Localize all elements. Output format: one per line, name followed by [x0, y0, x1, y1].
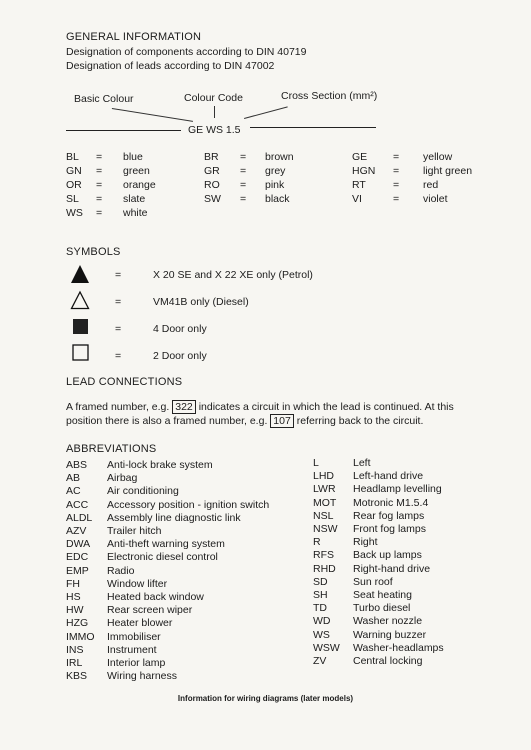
colour-equals: = [393, 193, 400, 205]
colour-name: violet [423, 193, 448, 205]
colour-equals: = [96, 165, 103, 177]
symbol-eq: = [115, 323, 122, 335]
abbrev-text: Airbag [107, 472, 138, 485]
abbrev-code: RFS [313, 549, 334, 562]
abbrev-code: EDC [66, 551, 89, 564]
abbrev-code: DWA [66, 538, 91, 551]
symbol-desc-2door: 2 Door only [153, 350, 207, 362]
abbrev-code: R [313, 536, 321, 549]
symbol-desc-petrol: X 20 SE and X 22 XE only (Petrol) [153, 269, 313, 281]
abbrev-code: IMMO [66, 630, 95, 643]
colour-code: SL [66, 193, 79, 205]
abbrev-text: Trailer hitch [107, 525, 162, 537]
colour-name: yellow [423, 151, 453, 163]
colour-code: SW [204, 193, 221, 205]
colour-code: RO [204, 179, 220, 191]
abbrev-code: ZV [313, 655, 327, 667]
abbrev-code: AZV [66, 525, 87, 537]
colour-name: slate [123, 193, 146, 205]
filled-triangle-icon [70, 264, 90, 284]
lead-text: position there is also a framed number, e.g. [66, 415, 268, 427]
lead-paragraph-line2 [66, 415, 423, 427]
footer-caption: Information for wiring diagrams (later models) [177, 694, 354, 703]
abbrev-text: Back up lamps [353, 549, 422, 562]
general-info-heading: GENERAL INFORMATION [66, 31, 202, 43]
abbrev-text: Interior lamp [107, 657, 166, 669]
abbrev-text: Heater blower [107, 617, 173, 630]
colour-code-label: Colour Code [184, 92, 243, 104]
abbrev-text: Right [353, 536, 378, 549]
abbrev-code: SH [313, 589, 328, 601]
wire-line-right [250, 127, 376, 128]
lead-paragraph-line1 [66, 401, 454, 413]
abbrev-code: NSL [313, 509, 334, 522]
lead-connections-heading: LEAD CONNECTIONS [66, 376, 183, 388]
colour-equals: = [96, 207, 103, 219]
colour-equals: = [240, 193, 247, 205]
colour-equals: = [96, 193, 103, 205]
colour-name: brown [265, 151, 294, 163]
abbrev-text: Sun roof [353, 575, 393, 588]
colour-code: GN [66, 165, 82, 177]
colour-equals: = [393, 179, 400, 191]
abbrev-code: INS [66, 643, 84, 656]
colour-name: orange [123, 179, 156, 191]
abbrev-text: Wiring harness [107, 670, 178, 683]
symbol-eq: = [115, 269, 122, 281]
symbols-heading: SYMBOLS [66, 246, 121, 258]
example-code: GE WS 1.5 [188, 124, 241, 136]
colour-code: GR [204, 165, 220, 177]
colour-name: pink [265, 179, 285, 191]
colour-equals: = [96, 179, 103, 191]
cross-section-label: Cross Section (mm²) [281, 90, 378, 102]
symbol-desc-diesel: VM41B only (Diesel) [153, 296, 249, 308]
abbrev-text: Rear screen wiper [107, 604, 193, 617]
abbrev-code: HS [66, 591, 81, 603]
outline-square-icon [72, 344, 90, 362]
filled-square-icon [72, 318, 90, 336]
wire-line-left [66, 130, 181, 131]
abbrev-text: Right-hand drive [353, 562, 431, 575]
colour-name: black [265, 193, 290, 205]
colour-code: RT [352, 179, 366, 191]
abbrev-code: WD [313, 615, 331, 628]
abbrev-text: Headlamp levelling [353, 483, 442, 496]
basic-colour-leader-line [112, 108, 193, 122]
lead-text: referring back to the circuit. [296, 415, 424, 427]
colour-code: BR [204, 151, 219, 163]
colour-code: BL [66, 151, 79, 163]
din-leads-line: Designation of leads according to DIN 47002 [66, 60, 275, 72]
abbrev-text: Front fog lamps [353, 523, 426, 535]
abbrev-text: Accessory position - ignition switch [107, 498, 270, 511]
colour-equals: = [393, 151, 400, 163]
abbrev-text: Window lifter [107, 577, 168, 590]
abbrev-text: Radio [107, 564, 135, 577]
abbrev-code: LWR [313, 483, 336, 496]
colour-name: green [123, 165, 150, 177]
abbrev-text: Washer nozzle [353, 615, 423, 628]
colour-code: VI [352, 193, 362, 205]
colour-name: white [123, 207, 148, 219]
colour-code: HGN [352, 165, 376, 177]
abbrev-text: Left-hand drive [353, 470, 424, 483]
lead-text: A framed number, e.g. [66, 401, 170, 413]
abbrev-code: ALDL [66, 511, 93, 524]
abbrev-code: LHD [313, 470, 335, 483]
abbrev-code: WSW [313, 641, 340, 654]
colour-code: OR [66, 179, 82, 191]
colour-equals: = [240, 179, 247, 191]
colour-equals: = [240, 165, 247, 177]
abbreviations-heading: ABBREVIATIONS [66, 443, 157, 455]
abbrev-code: MOT [313, 496, 337, 509]
abbrev-code: AC [66, 485, 81, 498]
abbrev-code: SD [313, 575, 328, 588]
abbrev-code: ABS [66, 459, 88, 471]
abbrev-text: Electronic diesel control [107, 551, 218, 564]
abbrev-text: Washer-headlamps [353, 641, 444, 654]
colour-name: red [423, 179, 439, 191]
colour-name: light green [423, 165, 473, 177]
abbrev-text: Motronic M1.5.4 [353, 496, 429, 509]
abbrev-text: Rear fog lamps [353, 509, 425, 522]
colour-equals: = [393, 165, 400, 177]
abbrev-text: Assembly line diagnostic link [107, 511, 241, 524]
abbrev-text: Anti-lock brake system [107, 459, 213, 471]
abbrev-code: L [313, 457, 319, 469]
framed-number: 322 [172, 400, 196, 414]
abbrev-text: Central locking [353, 655, 423, 667]
colour-name: grey [265, 165, 286, 177]
colour-name: blue [123, 151, 143, 163]
colour-code-leader-line [214, 106, 215, 118]
colour-code: WS [66, 207, 83, 219]
colour-code: GE [352, 151, 368, 163]
abbrev-code: ACC [66, 498, 89, 511]
abbrev-text: Left [353, 457, 371, 469]
abbrev-code: HZG [66, 617, 89, 630]
abbrev-text: Immobiliser [107, 630, 161, 643]
abbrev-text: Turbo diesel [353, 602, 411, 615]
abbrev-code: WS [313, 628, 330, 641]
abbrev-code: RHD [313, 562, 336, 575]
outline-triangle-icon [70, 290, 90, 310]
abbrev-code: HW [66, 604, 84, 617]
abbrev-code: EMP [66, 564, 89, 577]
lead-text: indicates a circuit in which the lead is continued. At this [198, 401, 454, 413]
abbrev-code: AB [66, 472, 81, 485]
basic-colour-label: Basic Colour [74, 93, 134, 105]
abbrev-code: IRL [66, 657, 83, 669]
colour-equals: = [240, 151, 247, 163]
symbol-eq: = [115, 296, 122, 308]
abbrev-text: Heated back window [107, 591, 204, 603]
symbol-eq: = [115, 350, 122, 362]
abbrev-code: TD [313, 602, 327, 615]
symbol-desc-4door: 4 Door only [153, 323, 207, 335]
abbrev-code: NSW [313, 523, 338, 535]
framed-number: 107 [270, 414, 294, 428]
abbrev-text: Air conditioning [107, 485, 179, 498]
abbrev-code: KBS [66, 670, 88, 683]
cross-section-leader-line [244, 106, 288, 119]
abbrev-text: Instrument [107, 643, 157, 656]
din-components-line: Designation of components according to DIN 40719 [66, 46, 307, 58]
abbrev-code: FH [66, 577, 80, 590]
abbrev-text: Seat heating [353, 589, 412, 601]
colour-equals: = [96, 151, 103, 163]
abbrev-text: Anti-theft warning system [107, 538, 225, 551]
abbrev-text: Warning buzzer [353, 628, 427, 641]
